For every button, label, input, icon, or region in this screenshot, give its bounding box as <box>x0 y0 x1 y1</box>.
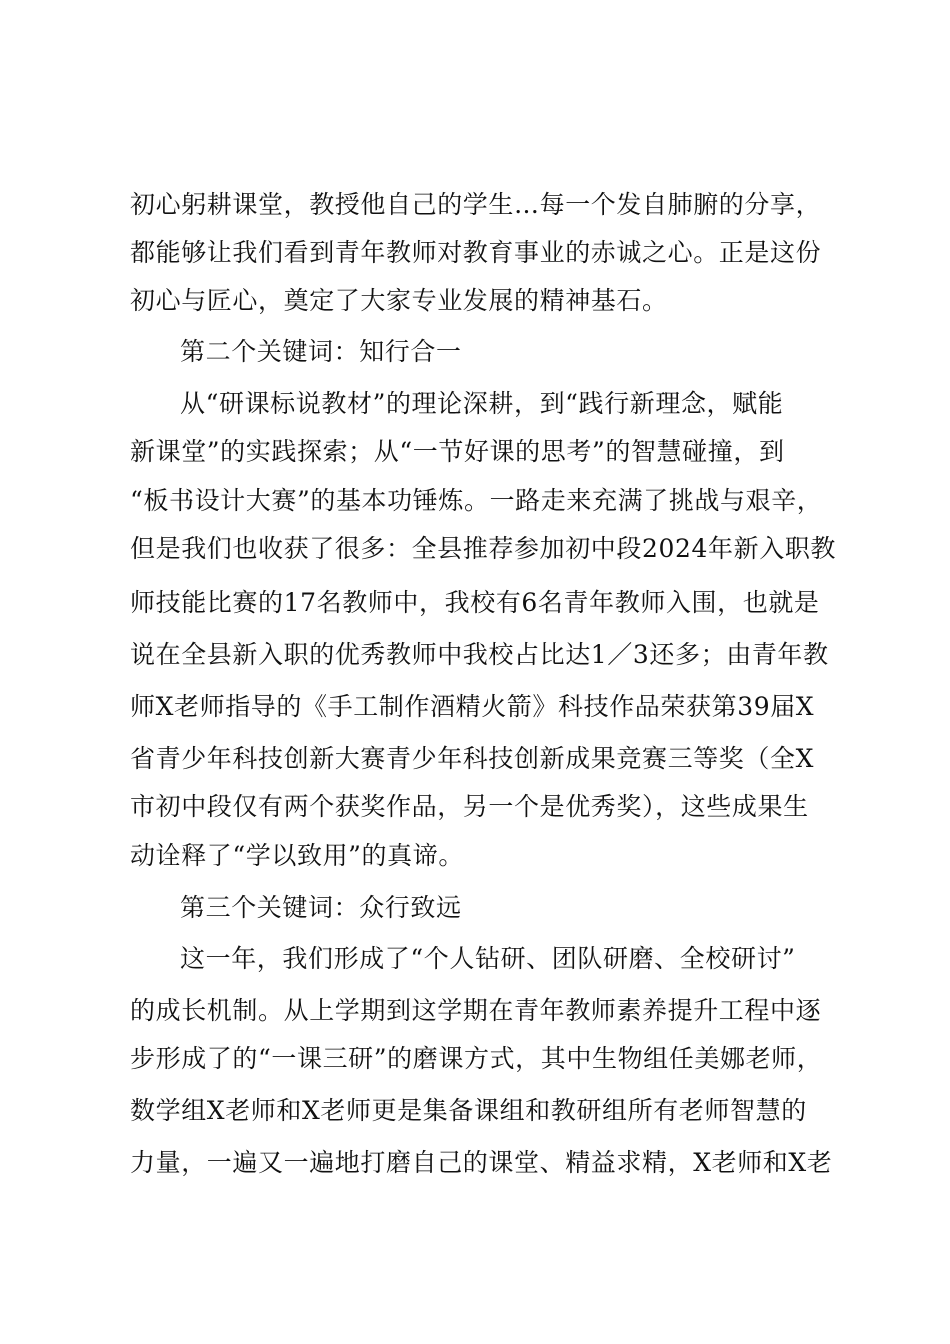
paragraph-line: 的成长机制。从上学期到这学期在青年教师素养提升工程中逐 <box>130 996 822 1025</box>
paragraph-line: 力量，一遍又一遍地打磨自己的课堂、精益求精，X老师和X老 <box>130 1148 833 1177</box>
paragraph-line: 但是我们也收获了很多：全县推荐参加初中段2024年新入职教 <box>130 534 837 563</box>
paragraph-line: 师X老师指导的《手工制作酒精火箭》科技作品荣获第39届X <box>130 692 815 721</box>
section-heading-2: 第二个关键词：知行合一 <box>180 337 462 366</box>
paragraph-line: 初心躬耕课堂，教授他自己的学生…每一个发自肺腑的分享， <box>130 190 822 219</box>
paragraph-line: 都能够让我们看到青年教师对教育事业的赤诚之心。正是这份 <box>130 238 822 267</box>
paragraph-line: “板书设计大赛”的基本功锤炼。一路走来充满了挑战与艰辛， <box>130 486 823 515</box>
paragraph-line: 这一年，我们形成了“个人钻研、团队研磨、全校研讨” <box>180 944 796 973</box>
paragraph-line: 师技能比赛的17名教师中，我校有6名青年教师入围，也就是 <box>130 588 820 617</box>
paragraph-line: 说在全县新入职的优秀教师中我校占比达1／3还多；由青年教 <box>130 640 829 669</box>
paragraph-line: 省青少年科技创新大赛青少年科技创新成果竞赛三等奖（全X <box>130 744 814 773</box>
paragraph-line: 动诠释了“学以致用”的真谛。 <box>130 841 464 870</box>
paragraph-line: 从“研课标说教材”的理论深耕，到“践行新理念，赋能 <box>180 389 784 418</box>
paragraph-line: 市初中段仅有两个获奖作品，另一个是优秀奖），这些成果生 <box>130 792 809 821</box>
paragraph-line: 初心与匠心，奠定了大家专业发展的精神基石。 <box>130 286 668 315</box>
paragraph-line: 数学组X老师和X老师更是集备课组和教研组所有老师智慧的 <box>130 1096 807 1125</box>
paragraph-line: 新课堂”的实践探索；从“一节好课的思考”的智慧碰撞，到 <box>130 437 785 466</box>
section-heading-3: 第三个关键词：众行致远 <box>180 893 462 922</box>
paragraph-line: 步形成了的“一课三研”的磨课方式，其中生物组任美娜老师， <box>130 1044 823 1073</box>
